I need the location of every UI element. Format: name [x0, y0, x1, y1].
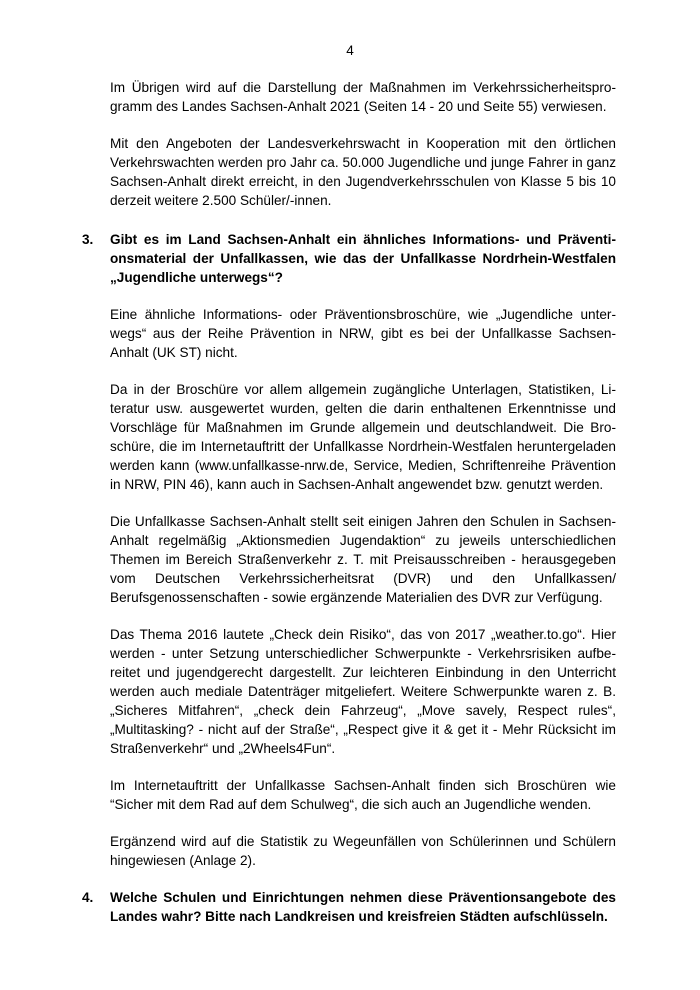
answer-3-paragraph-3: Die Unfallkasse Sachsen-Anhalt stellt seit einigen Jahren den Schulen in Sachsen-Anhalt regelmäßig „Aktionsmedien Jugendaktion“ zu jeweils unterschiedlichen Themen im Bereich Straßenverkehr z. T. mit Preisausschreiben - herausgegeben vom Deutschen Verkehrssicherheitsrat (DVR) und den Unfallkassen/ Berufsgenossenschaften - sowie ergänzende Materialien des DVR zur Verfügung.: [110, 514, 616, 605]
question-4-number: 4.: [82, 890, 94, 905]
answer-3-paragraph-2: Da in der Broschüre vor allem allgemein zugängliche Unterlagen, Statistiken, Literatur usw. ausgewertet wurden, gelten die darin enthaltenen Erkenntnisse und Vorschläge für Maßnahmen im Grunde allgemein und deutschlandweit. Die Broschüre, die im Internetauftritt der Unfallkasse Nordrhein-Westfalen heruntergeladen werden kann (www.unfallkasse-nrw.de, Service, Medien, Schriftenreihe Prävention in NRW, PIN 46), kann auch in Sachsen-Anhalt angewendet bzw. genutzt werden.: [110, 382, 616, 492]
question-4: [82, 888, 616, 926]
answer-3-paragraph-4: Das Thema 2016 lautete „Check dein Risiko“, das von 2017 „weather.to.go“. Hier werden - unter Setzung unterschiedlicher Schwerpunkte - Verkehrsrisiken aufbereitet und jugendgerecht dargestellt. Zur leichteren Einbindung in den Unterricht werden auch mediale Datenträger mitgeliefert. Weitere Schwerpunkte waren z. B. „Sicheres Mitfahren“, „check dein Fahrzeug“, „Move savely, Respect rules“, „Multitasking? - nicht auf der Straße“, „Respect give it & get it - Mehr Rücksicht im Straßenverkehr“ und „2Wheels4Fun“.: [110, 627, 616, 756]
answer-3-paragraph-1: Eine ähnliche Informations- oder Präventionsbroschüre, wie „Jugendliche unterwegs“ aus der Reihe Prävention in NRW, gibt es bei der Unfallkasse Sachsen-Anhalt (UK ST) nicht.: [110, 307, 616, 360]
question-3-text: Gibt es im Land Sachsen-Anhalt ein ähnliches Informations- und Präventionsmaterial der Unfallkassen, wie das der Unfallkasse Nordrhein-Westfalen „Jugendliche unterwegs“?: [110, 232, 616, 285]
intro-paragraph-2: Mit den Angeboten der Landesverkehrswacht in Kooperation mit den örtlichen Verkehrswachten werden pro Jahr ca. 50.000 Jugendliche und junge Fahrer in ganz Sachsen-Anhalt direkt erreicht, in den Jugendverkehrsschulen von Klasse 5 bis 10 derzeit weitere 2.500 Schüler/-innen.: [110, 136, 616, 208]
question-3-number: 3.: [82, 232, 94, 247]
question-4-text: Welche Schulen und Einrichtungen nehmen diese Präventionsangebote des Landes wahr? Bitte nach Landkreisen und kreisfreien Städten aufschlüsseln.: [110, 890, 616, 924]
page-number: 4: [346, 43, 354, 58]
question-3: [82, 230, 616, 287]
document-body: [82, 78, 616, 944]
intro-paragraph-1: Im Übrigen wird auf die Darstellung der Maßnahmen im Verkehrssicherheitsprogramm des Landes Sachsen-Anhalt 2021 (Seiten 14 - 20 und Seite 55) verwiesen.: [110, 80, 616, 114]
answer-3-paragraph-6: Ergänzend wird auf die Statistik zu Wegeunfällen von Schülerinnen und Schülern hingewiesen (Anlage 2).: [110, 834, 616, 868]
answer-3-paragraph-5: Im Internetauftritt der Unfallkasse Sachsen-Anhalt finden sich Broschüren wie “Sicher mit dem Rad auf dem Schulweg“, die sich auch an Jugendliche wenden.: [110, 778, 616, 812]
